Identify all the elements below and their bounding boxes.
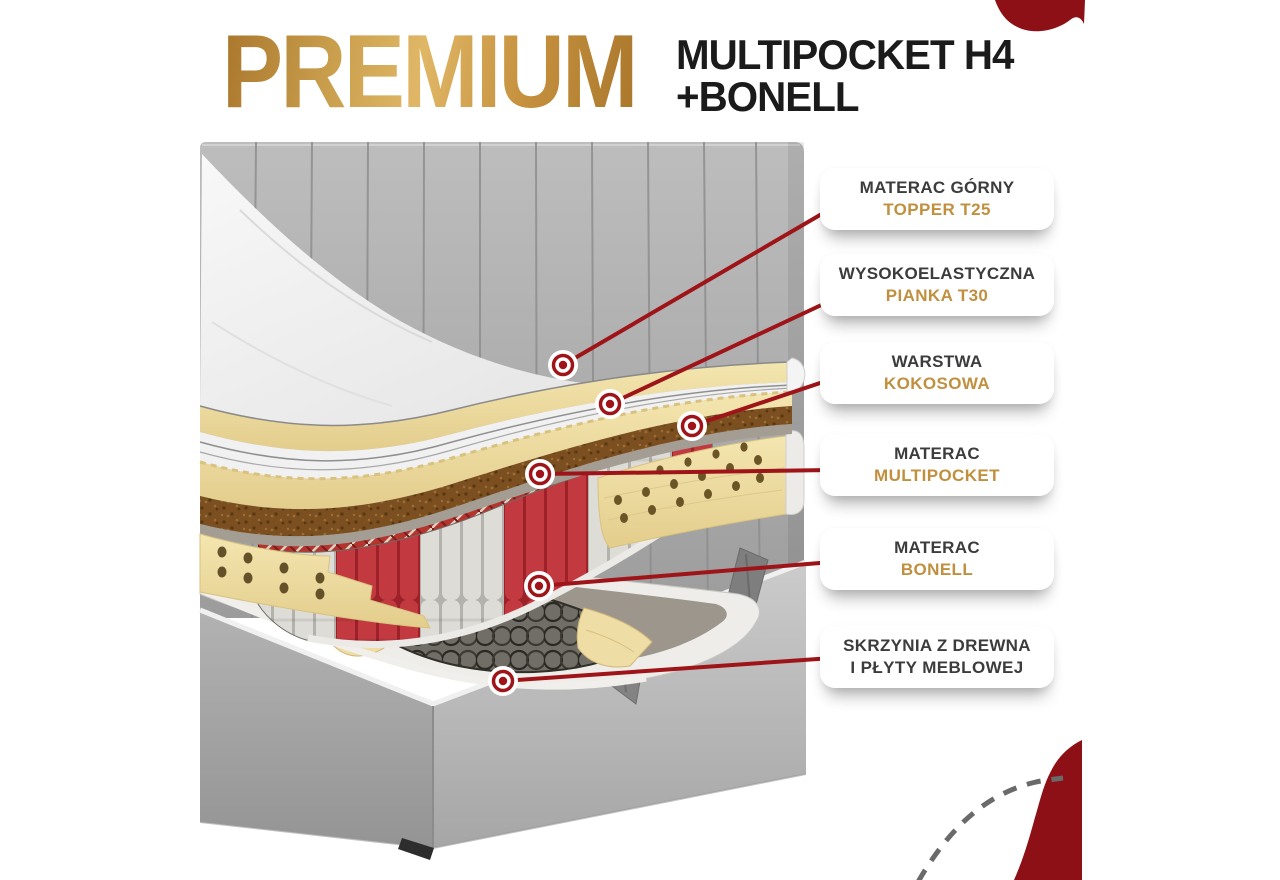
- brand-title: PREMIUM: [222, 14, 636, 130]
- callout-title: MATERAC: [894, 538, 980, 557]
- callout-subtitle: PIANKA T30: [885, 286, 989, 305]
- callout-title: SKRZYNIA Z DREWNA: [843, 636, 1031, 655]
- callout-title: WYSOKOELASTYCZNA: [838, 264, 1036, 283]
- callout-subtitle: BONELL: [900, 560, 974, 579]
- marker-kokos: [677, 411, 707, 441]
- marker-multipocket: [525, 459, 555, 489]
- callout-title: WARSTWA: [891, 352, 983, 371]
- callout-title: MATERAC: [894, 444, 980, 463]
- callout-card-kokos: [820, 342, 1054, 404]
- callout-subtitle: MULTIPOCKET: [874, 466, 1000, 485]
- callout-card-skrzynia: [820, 626, 1054, 688]
- marker-skrzynia: [488, 666, 518, 696]
- top-red-blob: [995, 0, 1085, 31]
- callout-subtitle: KOKOSOWA: [883, 374, 991, 393]
- callout-card-multipocket: [820, 434, 1054, 496]
- callout-subtitle: I PŁYTY MEBLOWEJ: [850, 658, 1024, 677]
- bottom-red-blob: [1014, 740, 1082, 880]
- product-title-line2: +BONELL: [676, 73, 859, 120]
- callout-card-topper: [820, 168, 1054, 230]
- marker-bonell: [524, 571, 554, 601]
- marker-topper: [548, 350, 578, 380]
- marker-pianka: [595, 389, 625, 419]
- callout-title: MATERAC GÓRNY: [859, 178, 1015, 197]
- product-title-line1: MULTIPOCKET H4: [676, 31, 1014, 78]
- callout-subtitle: TOPPER T25: [883, 200, 991, 219]
- callout-card-pianka: [820, 254, 1054, 316]
- callout-card-bonell: [820, 528, 1054, 590]
